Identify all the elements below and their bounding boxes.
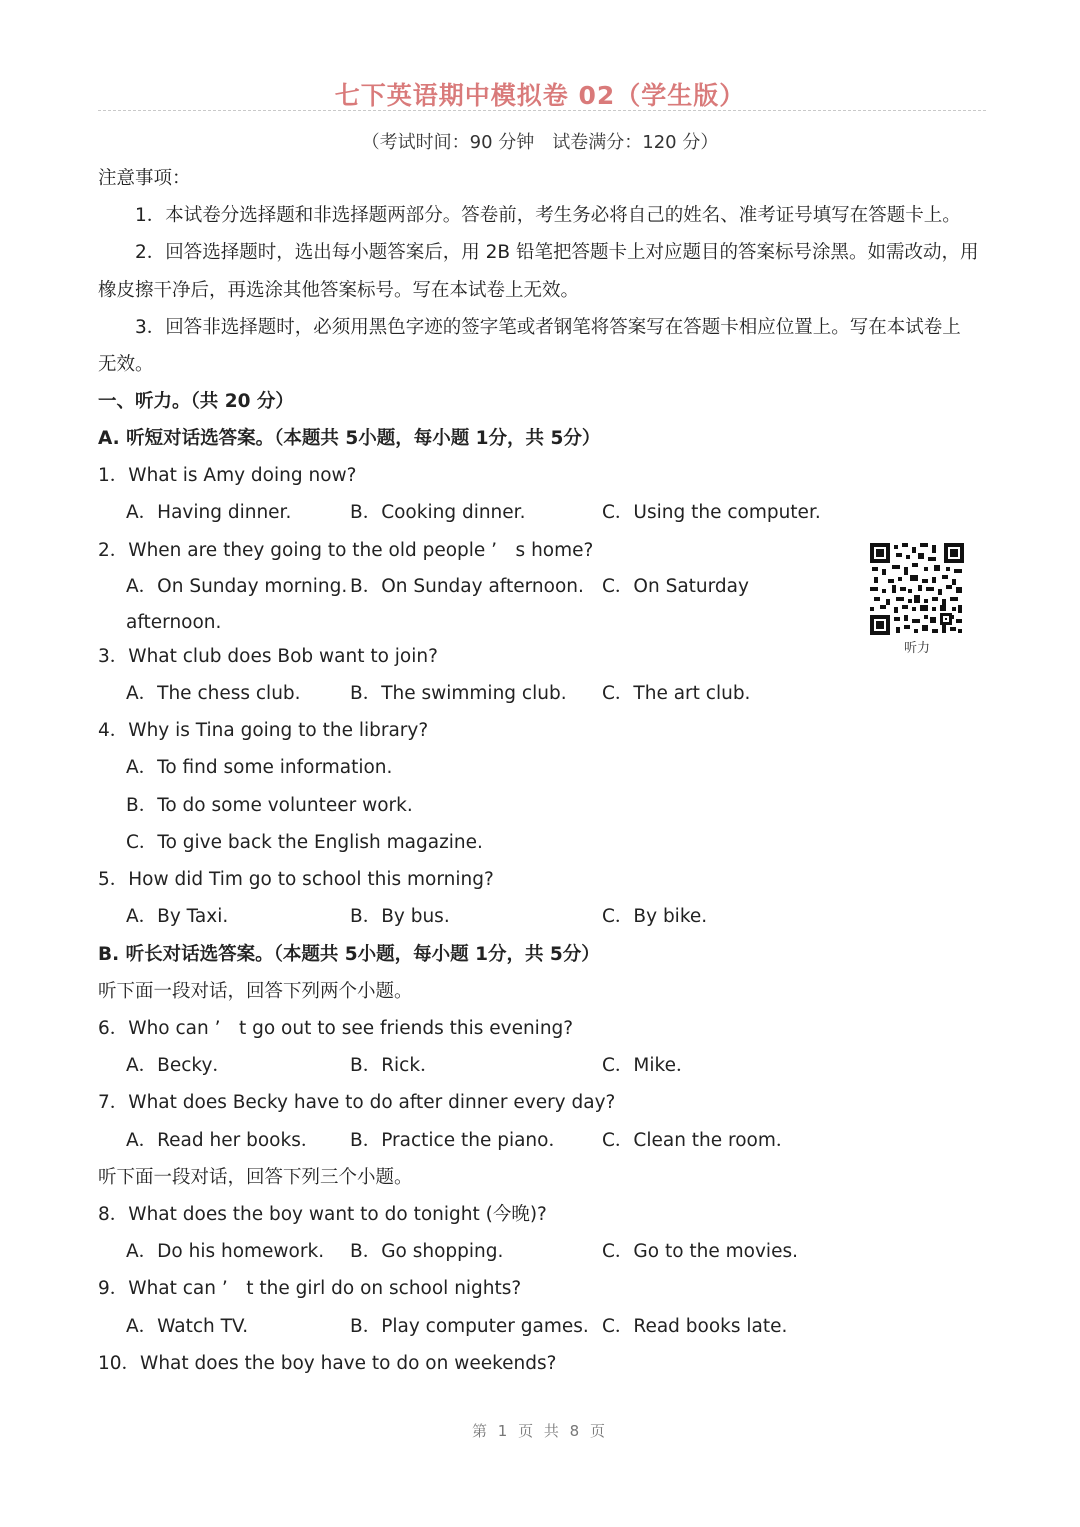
- notice-item-2: 2．回答选择题时，选出每小题答案后，用 2B 铅笔把答题卡上对应题目的答案标号涂黑。如需改动，用: [135, 242, 979, 263]
- q7-option-b: B．Practice the piano．: [350, 1130, 567, 1151]
- q1-option-b: B．Cooking dinner.: [350, 502, 526, 523]
- q2-option-c-cont: afternoon.: [126, 612, 222, 633]
- q9-option-a: A．Watch TV.: [126, 1316, 249, 1337]
- question-4: 4．Why is Tina going to the library?: [98, 720, 429, 741]
- notice-item-1: 1．本试卷分选择题和非选择题两部分。答卷前，考生务必将自己的姓名、准考证号填写在答题卡上。: [135, 205, 961, 226]
- q8-option-c: C．Go to the movies.: [602, 1241, 798, 1262]
- q3-option-a: A．The chess club.: [126, 683, 301, 704]
- question-3: 3．What club does Bob want to join?: [98, 646, 438, 667]
- q2-option-c: C．On Saturday: [602, 576, 749, 597]
- q5-option-b: B．By bus.: [350, 906, 450, 927]
- question-1: 1．What is Amy doing now?: [98, 465, 357, 486]
- q8-option-a: A．Do his homework.: [126, 1241, 325, 1262]
- notice-item-3-cont: 无效。: [98, 354, 154, 375]
- dialog-1-instruction: 听下面一段对话，回答下列两个小题。: [98, 981, 413, 1002]
- q6-option-b: B．Rick．: [350, 1055, 439, 1076]
- exam-info: （考试时间：90 分钟 试卷满分：120 分）: [361, 132, 719, 153]
- notice-item-3: 3．回答非选择题时，必须用黑色字迹的签字笔或者钢笔将答案写在答题卡相应位置上。写在本试卷上: [135, 317, 961, 338]
- notice-item-2-cont: 橡皮擦干净后，再选涂其他答案标号。写在本试卷上无效。: [98, 280, 580, 301]
- question-10: 10．What does the boy have to do on weekends?: [98, 1353, 557, 1374]
- q1-option-a: A．Having dinner.: [126, 502, 292, 523]
- q3-option-c: C．The art club.: [602, 683, 751, 704]
- question-9: 9．What can ’ t the girl do on school nights?: [98, 1278, 522, 1299]
- qr-code-icon: [870, 543, 964, 635]
- notice-heading: 注意事项：: [98, 168, 191, 189]
- title-divider: [98, 110, 986, 111]
- dialog-2-instruction: 听下面一段对话，回答下列三个小题。: [98, 1167, 413, 1188]
- q7-option-a: A．Read her books．: [126, 1130, 320, 1151]
- question-8: 8．What does the boy want to do tonight (今晚)?: [98, 1204, 547, 1225]
- section-listening-heading: 一、听力。（共 20 分）: [98, 391, 294, 412]
- q9-option-b: B．Play computer games.: [350, 1316, 589, 1337]
- q2-option-a: A．On Sunday morning.: [126, 576, 348, 597]
- q2-option-b: B．On Sunday afternoon.: [350, 576, 584, 597]
- q4-option-c: C．To give back the English magazine.: [126, 832, 483, 853]
- q4-option-a: A．To find some information.: [126, 757, 393, 778]
- page-number: 第 1 页 共 8 页: [472, 1422, 608, 1440]
- q9-option-c: C．Read books late.: [602, 1316, 788, 1337]
- question-2: 2．When are they going to the old people ’ s home?: [98, 540, 594, 561]
- question-7: 7．What does Becky have to do after dinner every day?: [98, 1092, 616, 1113]
- q7-option-c: C．Clean the room．: [602, 1130, 795, 1151]
- question-6: 6．Who can ’ t go out to see friends this evening?: [98, 1018, 574, 1039]
- q5-option-c: C．By bike.: [602, 906, 708, 927]
- q4-option-b: B．To do some volunteer work.: [126, 795, 413, 816]
- question-5: 5．How did Tim go to school this morning?: [98, 869, 494, 890]
- q8-option-b: B．Go shopping.: [350, 1241, 504, 1262]
- qr-code-label: 听力: [903, 641, 930, 656]
- part-b-heading: B. 听长对话选答案。（本题共 5小题，每小题 1分，共 5分）: [98, 944, 600, 965]
- q1-option-c: C．Using the computer.: [602, 502, 821, 523]
- q5-option-a: A．By Taxi.: [126, 906, 229, 927]
- page-title: 七下英语期中模拟卷 02（学生版）: [334, 81, 746, 110]
- q3-option-b: B．The swimming club.: [350, 683, 567, 704]
- part-a-heading: A. 听短对话选答案。（本题共 5小题，每小题 1分，共 5分）: [98, 428, 601, 449]
- q6-option-a: A．Becky．: [126, 1055, 231, 1076]
- q6-option-c: C．Mike．: [602, 1055, 695, 1076]
